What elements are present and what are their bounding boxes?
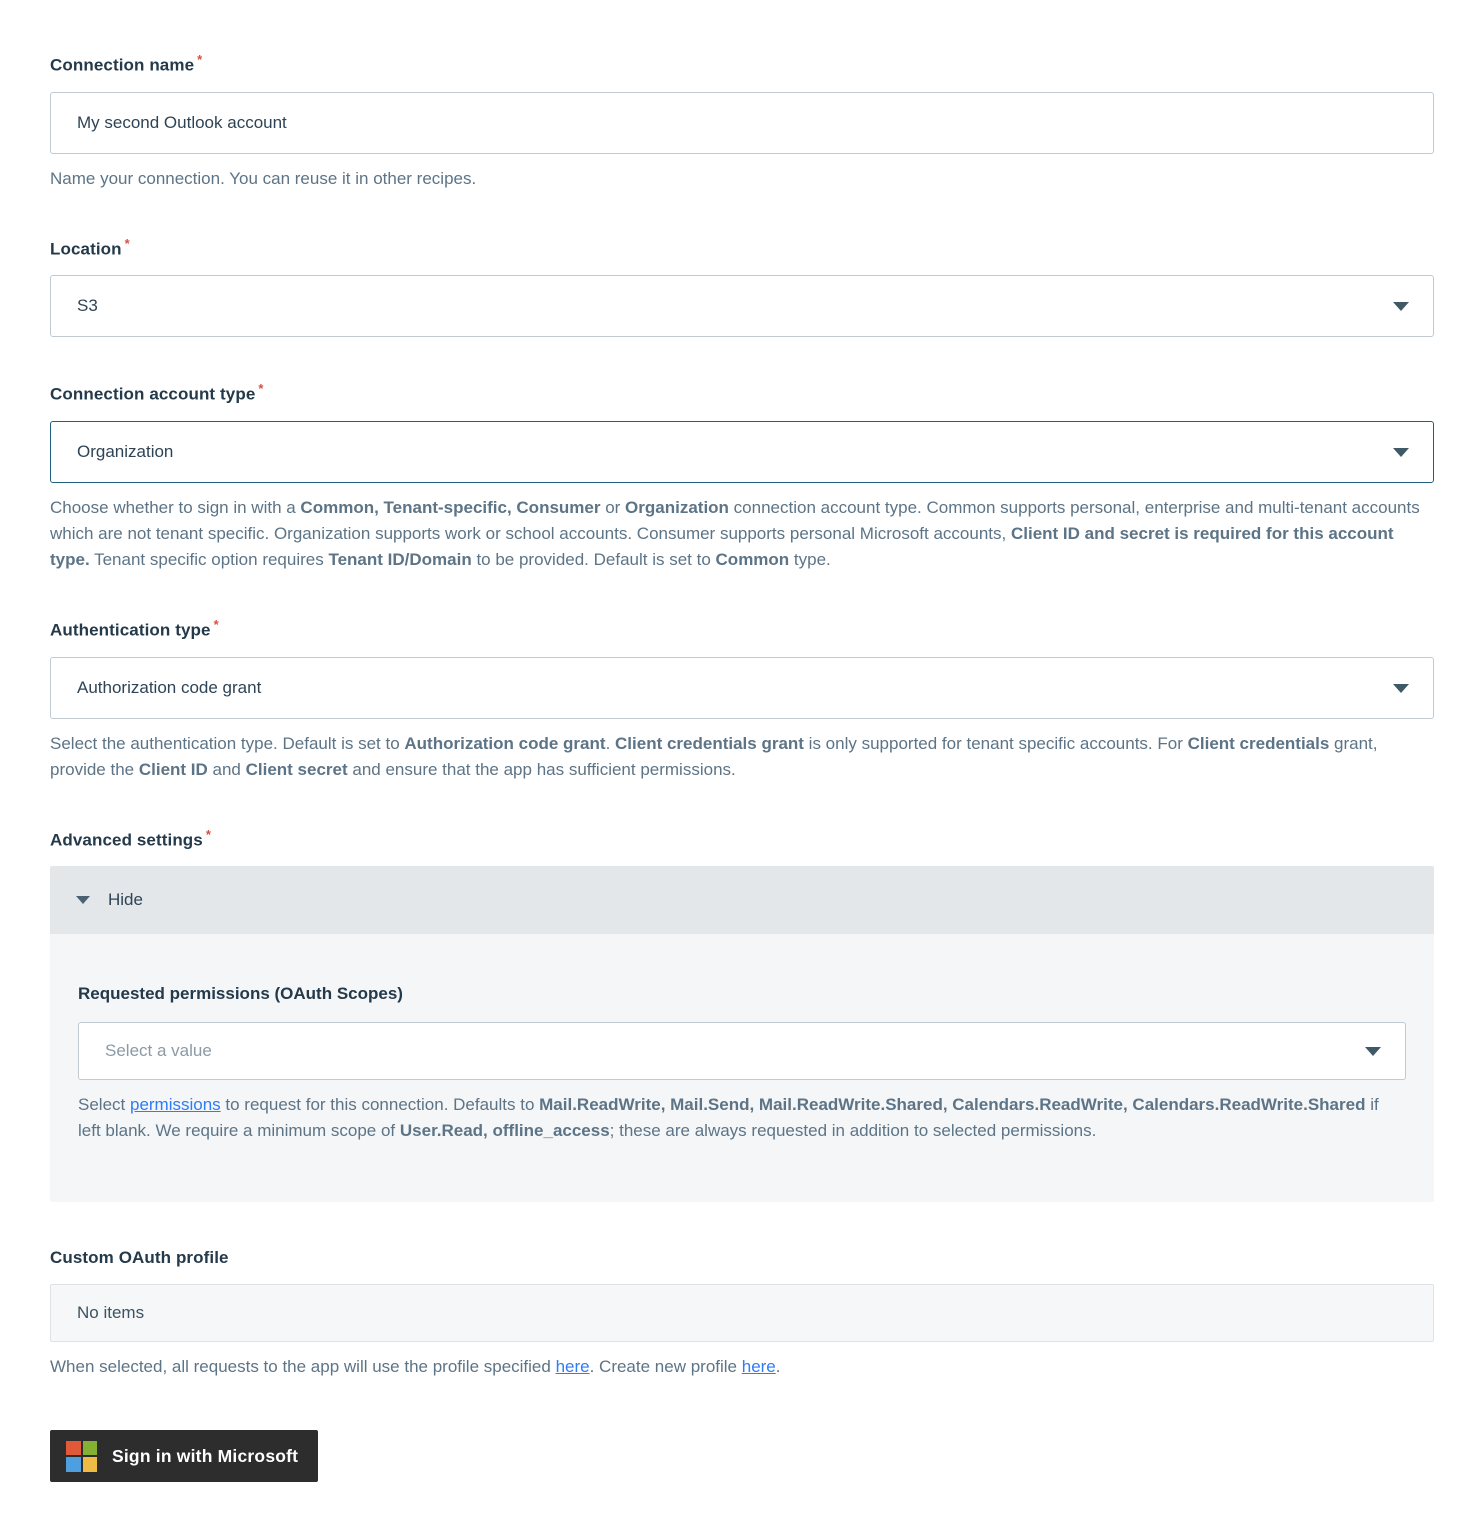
requested-permissions-label: Requested permissions (OAuth Scopes) [78, 984, 403, 1004]
text-segment: if left blank. We require a minimum scope of [78, 1095, 1379, 1141]
text-segment: and [207, 759, 246, 779]
custom-oauth-profile-label: Custom OAuth profile [50, 1248, 229, 1268]
text-segment: Common [715, 549, 790, 569]
field-location [50, 236, 1434, 338]
text-segment: Tenant specific option requires [89, 549, 329, 569]
text-segment: Client secret [245, 759, 348, 779]
inline-link[interactable]: permissions [129, 1095, 221, 1115]
requested-permissions-placeholder: Select a value [105, 1041, 212, 1061]
connection-name-value: My second Outlook account [77, 112, 287, 132]
text-segment: Tenant ID/Domain [328, 549, 472, 569]
text-segment: ; these are always requested in addition to selected permissions. [609, 1121, 1097, 1141]
text-segment: . [775, 1357, 781, 1377]
field-account-type [50, 381, 1434, 573]
text-segment: Common, Tenant-specific, Consumer [300, 497, 601, 517]
field-custom-oauth-profile [50, 1248, 1434, 1380]
chevron-down-icon [1393, 684, 1409, 693]
advanced-settings-toggle-label: Hide [108, 890, 143, 910]
custom-oauth-profile-select[interactable] [50, 1284, 1434, 1342]
sign-in-button-label: Sign in with Microsoft [112, 1445, 299, 1466]
authentication-type-label: Authentication type * [50, 616, 219, 640]
text-segment: When selected, all requests to the app will use the profile specified [50, 1357, 556, 1377]
authentication-type-select[interactable] [50, 657, 1434, 719]
connection-name-input[interactable] [50, 92, 1434, 154]
required-asterisk: * [124, 235, 130, 251]
text-segment: Client ID [138, 759, 208, 779]
text-segment: to request for this connection. Defaults to [220, 1095, 540, 1115]
text-segment: to be provided. Default is set to [471, 549, 716, 569]
text-segment: . [605, 733, 616, 753]
sign-in-with-microsoft-button[interactable] [50, 1430, 318, 1482]
location-label: Location * [50, 235, 130, 259]
text-segment: Client credentials [1187, 733, 1330, 753]
custom-oauth-profile-help [50, 1354, 1434, 1380]
account-type-value: Organization [77, 441, 174, 461]
text-segment: Authorization code grant [404, 733, 606, 753]
field-connection-name [50, 52, 1434, 192]
text-segment: Select [78, 1095, 130, 1115]
text-segment: Mail.ReadWrite, Mail.Send, Mail.ReadWrite.Shared, Calendars.ReadWrite, Calendars.ReadWrite.Shared [539, 1095, 1366, 1115]
required-asterisk: * [205, 826, 212, 842]
field-advanced-settings [50, 827, 1434, 1203]
location-value: S3 [77, 296, 98, 316]
requested-permissions-help [78, 1092, 1406, 1144]
account-type-help [50, 495, 1434, 573]
text-segment: Organization [625, 497, 729, 517]
text-segment: and ensure that the app has sufficient permissions. [347, 759, 736, 779]
field-authentication-type [50, 617, 1434, 783]
microsoft-logo-yellow-square [83, 1457, 98, 1472]
microsoft-logo-icon [66, 1441, 97, 1472]
connection-name-label: Connection name * [50, 52, 203, 75]
microsoft-logo-blue-square [66, 1457, 81, 1472]
chevron-down-icon [1393, 302, 1409, 311]
advanced-settings-toggle[interactable] [50, 866, 1434, 934]
text-segment: or [600, 497, 626, 517]
connection-name-help: Name your connection. You can reuse it in other recipes. [50, 168, 477, 188]
authentication-type-value: Authorization code grant [77, 677, 262, 697]
requested-permissions-select[interactable] [78, 1022, 1406, 1080]
text-segment: type. [789, 549, 831, 569]
custom-oauth-profile-empty-text: No items [77, 1303, 145, 1323]
microsoft-logo-red-square [66, 1441, 81, 1456]
text-segment: User.Read, offline_access [399, 1121, 610, 1141]
chevron-down-icon [1393, 448, 1409, 457]
advanced-settings-label: Advanced settings * [50, 826, 212, 850]
text-segment: connection account type. Common supports personal, enterprise and multi-tenant accounts which are not tenant specific. Organization supports work or school accounts. Consumer supports personal Microsoft accounts, [50, 497, 1420, 543]
account-type-select[interactable] [50, 421, 1434, 483]
chevron-down-icon [76, 896, 90, 904]
location-select[interactable] [50, 275, 1434, 337]
required-asterisk: * [197, 52, 203, 67]
advanced-settings-panel [50, 866, 1434, 1202]
text-segment: Client ID and secret is required for this account type. [50, 523, 1394, 569]
text-segment: Choose whether to sign in with a [50, 497, 301, 517]
chevron-down-icon [1365, 1047, 1381, 1056]
text-segment: is only supported for tenant specific accounts. For [803, 733, 1188, 753]
microsoft-logo-green-square [83, 1441, 98, 1456]
text-segment: grant, provide the [50, 733, 1378, 779]
inline-link[interactable]: here [741, 1357, 776, 1377]
text-segment: . Create new profile [589, 1357, 742, 1377]
required-asterisk: * [213, 616, 219, 632]
inline-link[interactable]: here [555, 1357, 590, 1377]
text-segment: Client credentials grant [615, 733, 804, 753]
required-asterisk: * [258, 381, 264, 397]
account-type-label: Connection account type * [50, 381, 264, 404]
authentication-type-help [50, 731, 1434, 783]
advanced-settings-body [50, 934, 1434, 1202]
text-segment: Select the authentication type. Default is set to [50, 733, 405, 753]
